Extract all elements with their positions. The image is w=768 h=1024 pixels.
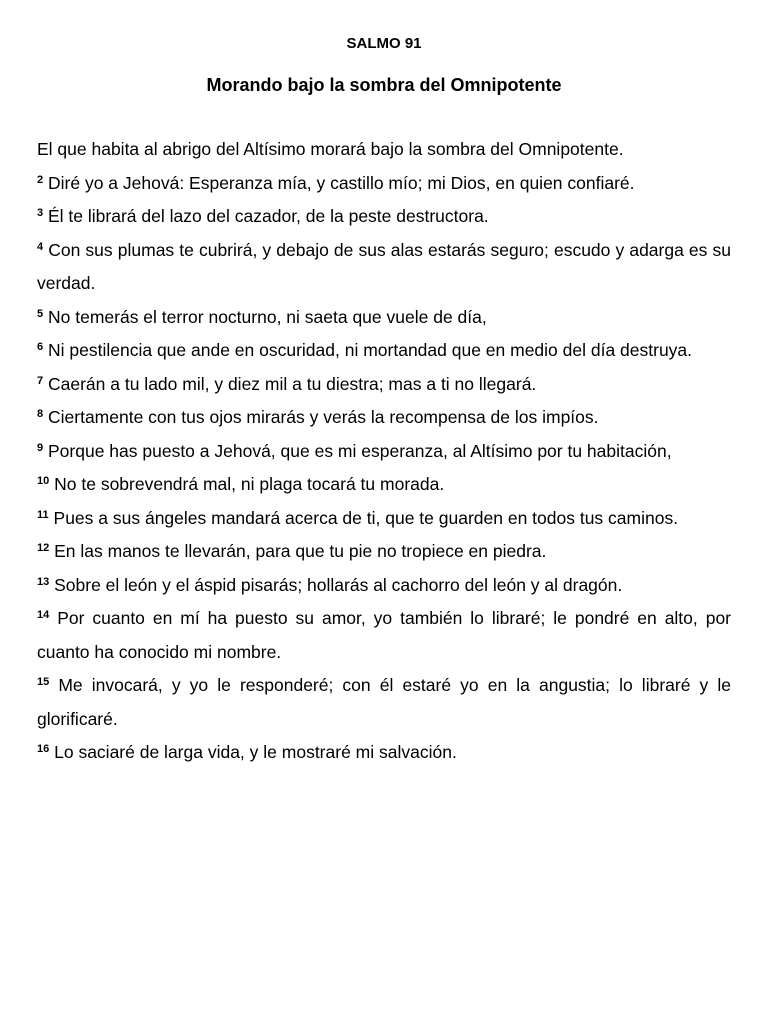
verse-text: Ciertamente con tus ojos mirarás y verás la recompensa de los impíos.: [48, 407, 599, 427]
verse-3: [37, 200, 731, 234]
verse-13: [37, 569, 731, 603]
verse-5: [37, 301, 731, 335]
verse-text: El que habita al abrigo del Altísimo morará bajo la sombra del Omnipotente.: [37, 139, 624, 159]
verse-text: Lo saciaré de larga vida, y le mostraré mi salvación.: [54, 742, 457, 762]
verse-10: [37, 468, 731, 502]
verse-2: [37, 167, 731, 201]
verse-4: [37, 234, 731, 301]
verse-number: 16: [37, 743, 50, 755]
verse-text: Caerán a tu lado mil, y diez mil a tu diestra; mas a ti no llegará.: [48, 373, 537, 394]
verse-number: 15: [37, 676, 50, 688]
verse-text: En las manos te llevarán, para que tu pie no tropiece en piedra.: [54, 541, 547, 561]
verse-number: 4: [37, 240, 44, 253]
verse-text: Pues a sus ángeles mandará acerca de ti, que te guarden en todos tus caminos.: [53, 507, 679, 528]
verse-12: [37, 535, 731, 569]
verse-text: Por cuanto en mí ha puesto su amor, yo también lo libraré; le pondré en alto, por cuanto ha conocido mi nombre.: [37, 608, 731, 662]
verse-text: Porque has puesto a Jehová, que es mi esperanza, al Altísimo por tu habitación,: [48, 440, 672, 461]
verse-text: Él te librará del lazo del cazador, de la peste destructora.: [48, 206, 489, 226]
verse-14: [37, 602, 731, 669]
verse-number: 14: [37, 609, 50, 621]
verse-text: Con sus plumas te cubrirá, y debajo de sus alas estarás seguro; escudo y adarga es su verdad.: [37, 239, 731, 293]
verse-number: 5: [37, 307, 44, 320]
verse-number: 2: [37, 173, 44, 186]
verse-number: 7: [37, 374, 44, 387]
verse-number: 8: [37, 408, 44, 420]
verse-number: 12: [37, 542, 50, 554]
verse-number: 10: [37, 475, 50, 487]
verse-number: 6: [37, 341, 44, 353]
verse-1: [37, 133, 731, 167]
verse-number: 3: [37, 207, 44, 219]
psalm-number-heading: SALMO 91: [346, 35, 422, 52]
verse-list: [37, 133, 731, 770]
verse-11: [37, 502, 731, 536]
verse-number: 13: [37, 575, 50, 588]
verse-number: 11: [37, 508, 49, 521]
psalm-title: Morando bajo la sombra del Omnipotente: [206, 75, 562, 95]
verse-number: 9: [37, 441, 44, 454]
verse-text: Ni pestilencia que ande en oscuridad, ni mortandad que en medio del día destruya.: [48, 340, 693, 360]
verse-text: No temerás el terror nocturno, ni saeta que vuele de día,: [48, 306, 487, 327]
verse-text: No te sobrevendrá mal, ni plaga tocará tu morada.: [54, 474, 445, 494]
verse-text: Diré yo a Jehová: Esperanza mía, y castillo mío; mi Dios, en quien confiaré.: [48, 172, 635, 193]
verse-8: [37, 401, 731, 435]
verse-9: [37, 435, 731, 469]
verse-text: Me invocará, y yo le responderé; con él estaré yo en la angustia; lo libraré y le glorificaré.: [37, 675, 731, 729]
verse-text: Sobre el león y el áspid pisarás; hollarás al cachorro del león y al dragón.: [54, 574, 623, 595]
verse-7: [37, 368, 731, 402]
verse-6: [37, 334, 731, 368]
verse-16: [37, 736, 731, 770]
verse-15: [37, 669, 731, 736]
